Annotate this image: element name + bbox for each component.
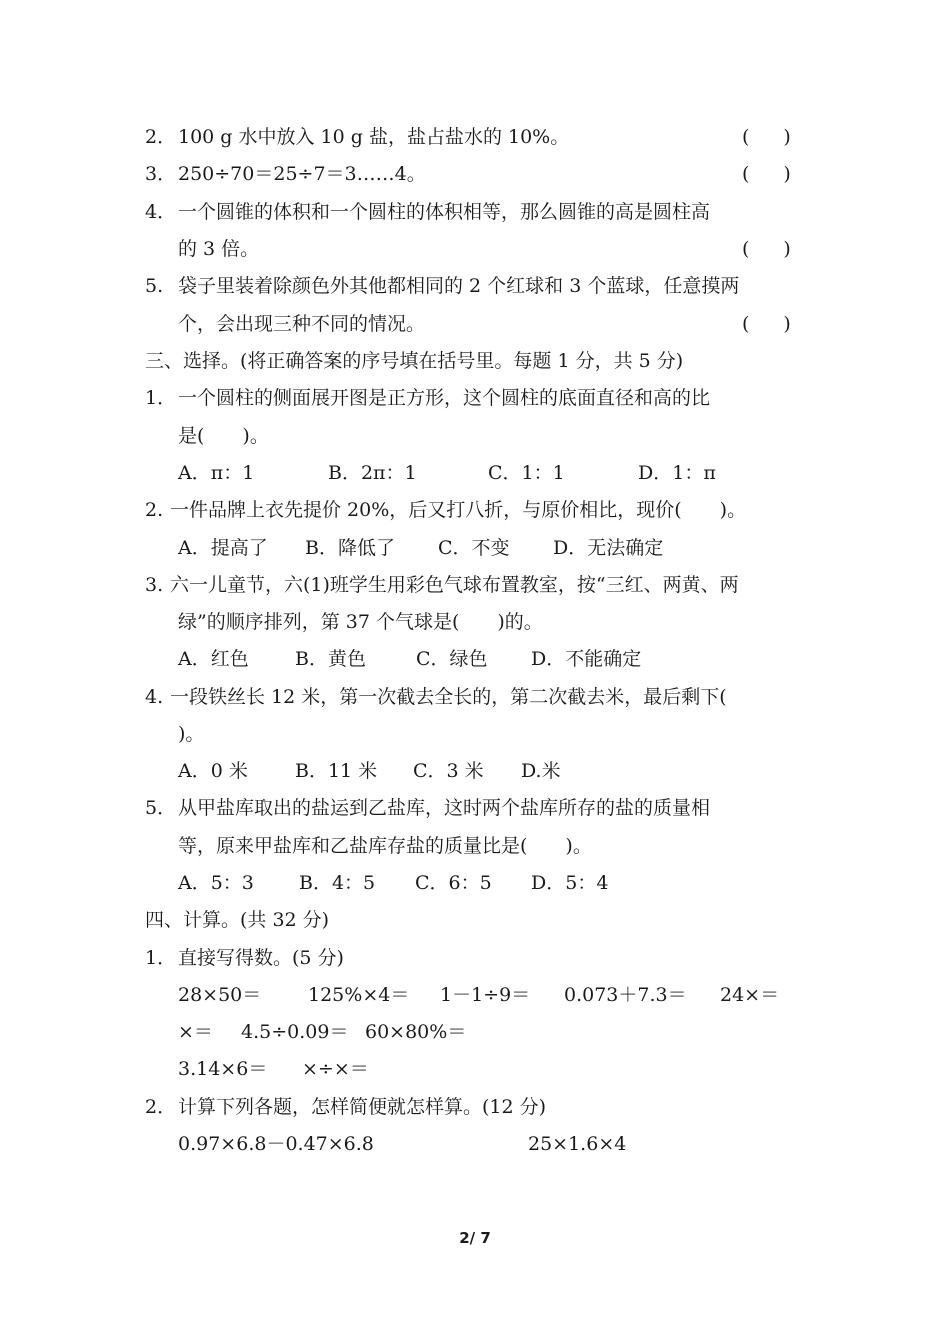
item-number: 5.: [145, 275, 164, 297]
item-number: 3．: [145, 163, 177, 185]
item-text: 一件品牌上衣先提价 20%，后又打八折，与原价相比，现价( )。: [170, 499, 747, 521]
expression: 60×80%＝: [365, 1021, 467, 1043]
item-text-continued: 等，原来甲盐库和乙盐库存盐的质量比是( )。: [178, 835, 592, 857]
option-d[interactable]: D．5：4: [531, 872, 609, 894]
option-c[interactable]: C．不变: [438, 537, 510, 559]
item-text: 一个圆锥的体积和一个圆柱的体积相等，那么圆锥的高是圆柱高: [178, 201, 711, 223]
option-c[interactable]: C．1：1: [488, 462, 565, 484]
item-number: 4．: [145, 201, 177, 223]
item-text: 从甲盐库取出的盐运到乙盐库，这时两个盐库所存的盐的质量相: [178, 797, 711, 819]
section-title: 四、计算。(共 32 分): [145, 909, 330, 931]
item-number: 2．: [145, 1096, 177, 1118]
item-text: 100 g 水中放入 10 g 盐，盐占盐水的 10%。: [178, 126, 570, 148]
section-title: 三、选择。(将正确答案的序号填在括号里。每题 1 分，共 5 分): [145, 350, 684, 372]
option-c[interactable]: C．绿色: [416, 648, 488, 670]
item-text-continued: 绿”的顺序排列，第 37 个气球是( )的。: [178, 611, 543, 633]
item-text-continued: )。: [178, 723, 205, 745]
option-d[interactable]: D．1：π: [638, 462, 716, 484]
item-number: 1．: [145, 387, 177, 409]
item-number: 3.: [145, 574, 164, 596]
expression: 0.073＋7.3＝: [564, 984, 687, 1006]
expression: 28×50＝: [178, 984, 262, 1006]
option-d[interactable]: D.米: [521, 760, 561, 782]
option-d[interactable]: D．无法确定: [553, 537, 664, 559]
item-number: 4.: [145, 686, 164, 708]
item-text: 直接写得数。(5 分): [178, 947, 344, 969]
item-text-continued: 是( )。: [178, 425, 269, 447]
option-b[interactable]: B．11 米: [295, 760, 378, 782]
answer-parentheses[interactable]: ( ): [742, 126, 791, 148]
item-text: 六一儿童节，六(1)班学生用彩色气球布置教室，按“三红、两黄、两: [170, 574, 739, 596]
item-number: 5．: [145, 797, 177, 819]
expression: ×＝: [178, 1021, 213, 1043]
option-b[interactable]: B．2π：1: [328, 462, 417, 484]
expression: 3.14×6＝: [178, 1058, 268, 1080]
answer-parentheses[interactable]: ( ): [742, 313, 791, 335]
option-b[interactable]: B．黄色: [295, 648, 366, 670]
option-c[interactable]: C．3 米: [413, 760, 484, 782]
item-text-continued: 个，会出现三种不同的情况。: [178, 313, 426, 335]
option-d[interactable]: D．不能确定: [531, 648, 642, 670]
option-b[interactable]: B．4：5: [299, 872, 376, 894]
expression: 4.5÷0.09＝: [241, 1021, 349, 1043]
option-c[interactable]: C．6：5: [415, 872, 492, 894]
item-text: 一个圆柱的侧面展开图是正方形，这个圆柱的底面直径和高的比: [178, 387, 711, 409]
item-text: 计算下列各题，怎样简便就怎样算。(12 分): [178, 1096, 547, 1118]
item-text: 袋子里装着除颜色外其他都相同的 2 个红球和 3 个蓝球，任意摸两: [178, 275, 740, 297]
option-a[interactable]: A．0 米: [178, 760, 248, 782]
option-b[interactable]: B．降低了: [305, 537, 395, 559]
answer-parentheses[interactable]: ( ): [742, 163, 791, 185]
expression: 1－1÷9＝: [440, 984, 531, 1006]
option-a[interactable]: A．红色: [178, 648, 249, 670]
page-number: 2/ 7: [459, 1229, 491, 1247]
item-text: 250÷70＝25÷7＝3……4。: [178, 163, 426, 185]
item-number: 2．: [145, 126, 177, 148]
expression: ×÷×＝: [302, 1058, 369, 1080]
option-a[interactable]: A．π：1: [178, 462, 255, 484]
option-a[interactable]: A．提高了: [178, 537, 268, 559]
item-number: 2.: [145, 499, 164, 521]
option-a[interactable]: A．5：3: [178, 872, 254, 894]
expression: 25×1.6×4: [528, 1133, 627, 1155]
item-text: 一段铁丝长 12 米，第一次截去全长的，第二次截去米，最后剩下(: [170, 686, 727, 708]
expression: 24×＝: [720, 984, 780, 1006]
item-text-continued: 的 3 倍。: [178, 238, 260, 260]
item-number: 1．: [145, 947, 177, 969]
expression: 125%×4＝: [308, 984, 410, 1006]
answer-parentheses[interactable]: ( ): [742, 238, 791, 260]
expression: 0.97×6.8－0.47×6.8: [178, 1133, 374, 1155]
